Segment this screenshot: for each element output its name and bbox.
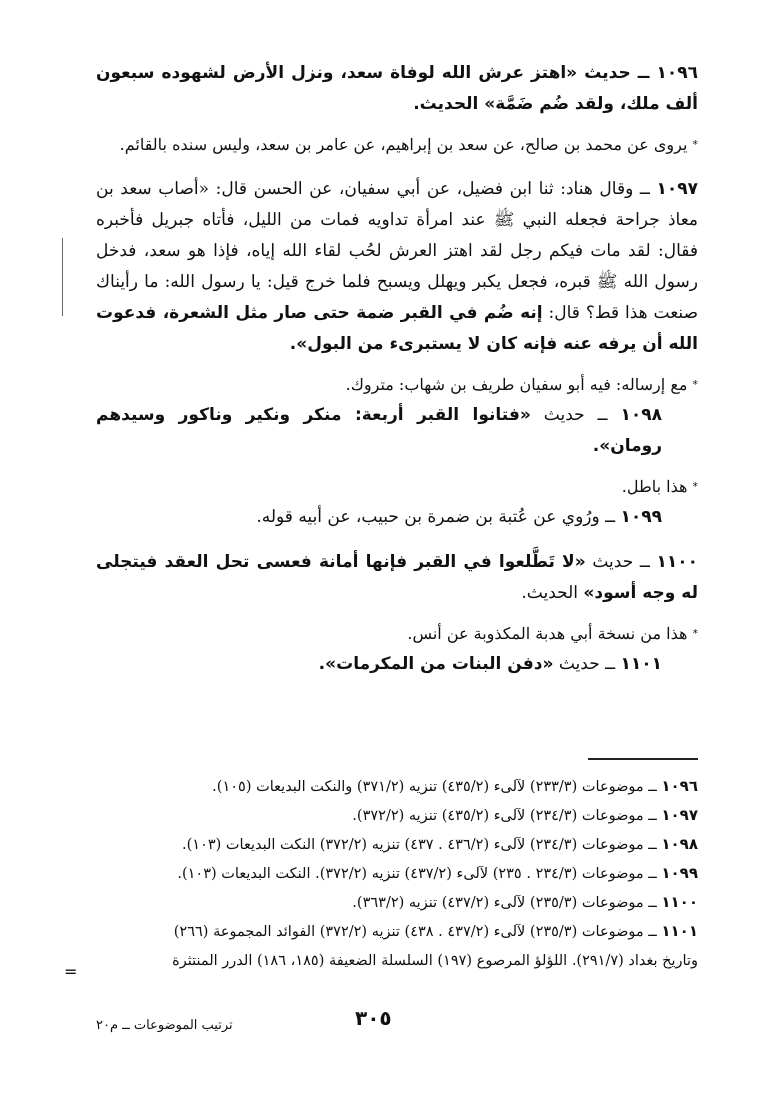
note-1100: * هذا من نسخة أبي هدبة المكذوبة عن أنس. [407,624,698,643]
main-text [96,58,698,680]
footnote-1097: ١٠٩٧ ــ موضوعات (٢٣٤/٣) لآلىء (٤٣٥/٢) تنزيه (٣٧٢/٢). [352,806,698,824]
footnote-1101: ١١٠١ ــ موضوعات (٢٣٥/٣) لآلىء (٤٣٧/٢ . ٤٣٨) تنزيه (٣٧٢/٢) الفوائد المجموعة (٢٦٦) [173,922,698,940]
footnote-1101-continued: وتاريخ بغداد (٢٩١/٧). اللؤلؤ المرصوع (١٩٧) السلسلة الضعيفة (١٨٥، ١٨٦) الدرر المنتثرة [172,953,698,969]
note-1096: * يروى عن محمد بن صالح، عن سعد بن إبراهيم، عن عامر بن سعد، وليس سنده بالقائم. [119,135,698,154]
footnote-rule [588,758,698,760]
continuation-mark: = [64,962,78,981]
entry-1099: ١٠٩٩ ــ ورُوي عن عُتبة بن ضمرة بن حبيب، عن أبيه قوله. [256,507,662,527]
footnote-1098: ١٠٩٨ ــ موضوعات (٢٣٤/٣) لآلىء (٤٣٦/٢ . ٤٣٧) تنزيه (٣٧٢/٢) النكت البديعات (١٠٣). [181,835,698,853]
footnote-1100: ١١٠٠ ــ موضوعات (٢٣٥/٣) لآلىء (٤٣٧/٢) تنزيه (٣٦٣/٢). [352,893,698,911]
entry-1096: ١٠٩٦ ــ حديث «اهتز عرش الله لوفاة سعد، ونزل الأرض لشهوده سبعون ألف ملك، ولقد ضُم ضَمَّة» الحديث. [96,63,698,114]
page-number: ٣٠٥ [355,1006,392,1030]
entry-1100: ١١٠٠ ــ حديث «لا تَطَّلعوا في القبر فإنها أمانة فعسى تحل العقد فيتجلى له وجه أسود» الحديث. [96,552,698,603]
footnote-1096: ١٠٩٦ ــ موضوعات (٢٣٣/٣) لآلىء (٤٣٥/٢) تنزيه (٣٧١/٢) والنكت البديعات (١٠٥). [212,777,698,795]
entry-1097: ١٠٩٧ ــ وقال هناد: ثنا ابن فضيل، عن أبي سفيان، عن الحسن قال: «أصاب سعد بن معاذ جراحة فجعله النبي ﷺ عند امرأة تداويه فمات من الليل، فأتاه جبريل فأخبره فقال: لقد مات فيكم رجل لقد اهتز العرش لحُب لقاء الله إياه، فإذا هو سعد، فدخل رسول الله ﷺ قبره، فجعل يكبر ويهلل ويسبح فلما خرج قيل: يا رسول الله: ما رأيناك صنعت هذا قط؟ قال: إنه ضُم في القبر ضمة حتى صار مثل الشعرة، فدعوت الله أن يرفه عنه فإنه كان لا يستبرىء من البول». [96,179,699,354]
printer-signature: ترتيب الموضوعات ــ م٢٠ [96,1018,233,1033]
footnote-1099: ١٠٩٩ ــ موضوعات (٢٣٤/٣ . ٢٣٥) لآلىء (٤٣٧/٢) تنزيه (٣٧٢/٢). النكت البديعات (١٠٣). [177,864,698,882]
margin-line [62,238,63,316]
note-1097: * مع إرساله: فيه أبو سفيان طريف بن شهاب: متروك. [345,375,698,394]
entry-1101: ١١٠١ ــ حديث «دفن البنات من المكرمات». [318,654,662,674]
footnotes [80,772,698,975]
note-1098: * هذا باطل. [621,477,698,496]
entry-1098: ١٠٩٨ ــ حديث «فتانوا القبر أربعة: منكر ونكير وناكور وسيدهم رومان». [96,405,662,456]
